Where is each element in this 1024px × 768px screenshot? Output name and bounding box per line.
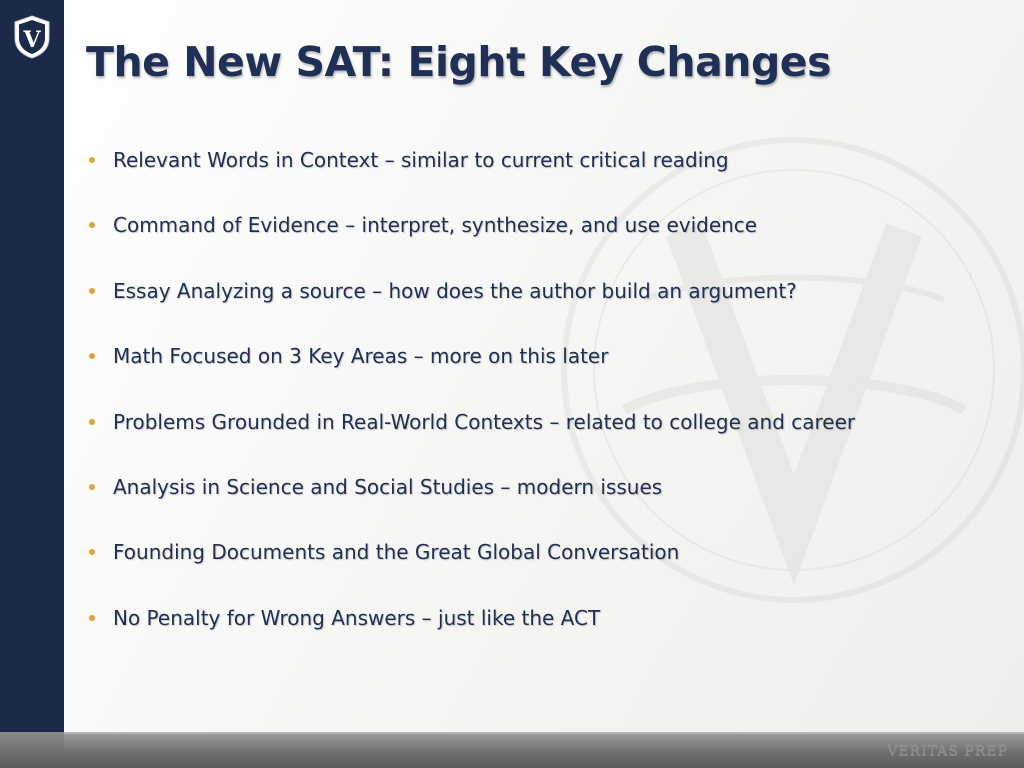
bullet-dot-icon <box>89 157 95 163</box>
logo-letter: V <box>23 27 41 53</box>
footer-bar-left <box>0 732 64 768</box>
bullet-text: Founding Documents and the Great Global Conversation <box>113 540 680 565</box>
bullet-dot-icon <box>89 549 95 555</box>
footer-brand-text: VERITAS PREP <box>887 743 1008 759</box>
footer-bar <box>0 732 1024 768</box>
bullet-text: Math Focused on 3 Key Areas – more on this later <box>113 344 609 369</box>
bullet-text: Relevant Words in Context – similar to current critical reading <box>113 148 729 172</box>
slide-title: The New SAT: Eight Key Changes <box>86 38 832 86</box>
bullet-dot-icon <box>89 288 95 294</box>
left-sidebar-bar <box>0 0 64 768</box>
bullet-list <box>86 142 1001 665</box>
veritas-shield-icon <box>12 14 52 60</box>
bullet-text: Command of Evidence – interpret, synthesize, and use evidence <box>113 213 758 238</box>
bullet-item <box>86 469 1001 534</box>
bullet-dot-icon <box>89 615 95 621</box>
bullet-text: Analysis in Science and Social Studies – modern issues <box>113 474 663 499</box>
bullet-dot-icon <box>89 484 95 490</box>
bullet-item <box>86 207 1001 272</box>
bullet-item <box>86 273 1001 338</box>
bullet-text: No Penalty for Wrong Answers – just like the ACT <box>113 605 601 630</box>
bullet-item <box>86 142 1001 207</box>
bullet-dot-icon <box>89 353 95 359</box>
bullet-item <box>86 404 1001 469</box>
bullet-item <box>86 338 1001 403</box>
bullet-text: Essay Analyzing a source – how does the author build an argument? <box>113 278 797 303</box>
bullet-dot-icon <box>89 222 95 228</box>
bullet-dot-icon <box>89 419 95 425</box>
bullet-item <box>86 534 1001 599</box>
bullet-item <box>86 600 1001 665</box>
bullet-text: Problems Grounded in Real-World Contexts – related to college and career <box>113 409 856 434</box>
